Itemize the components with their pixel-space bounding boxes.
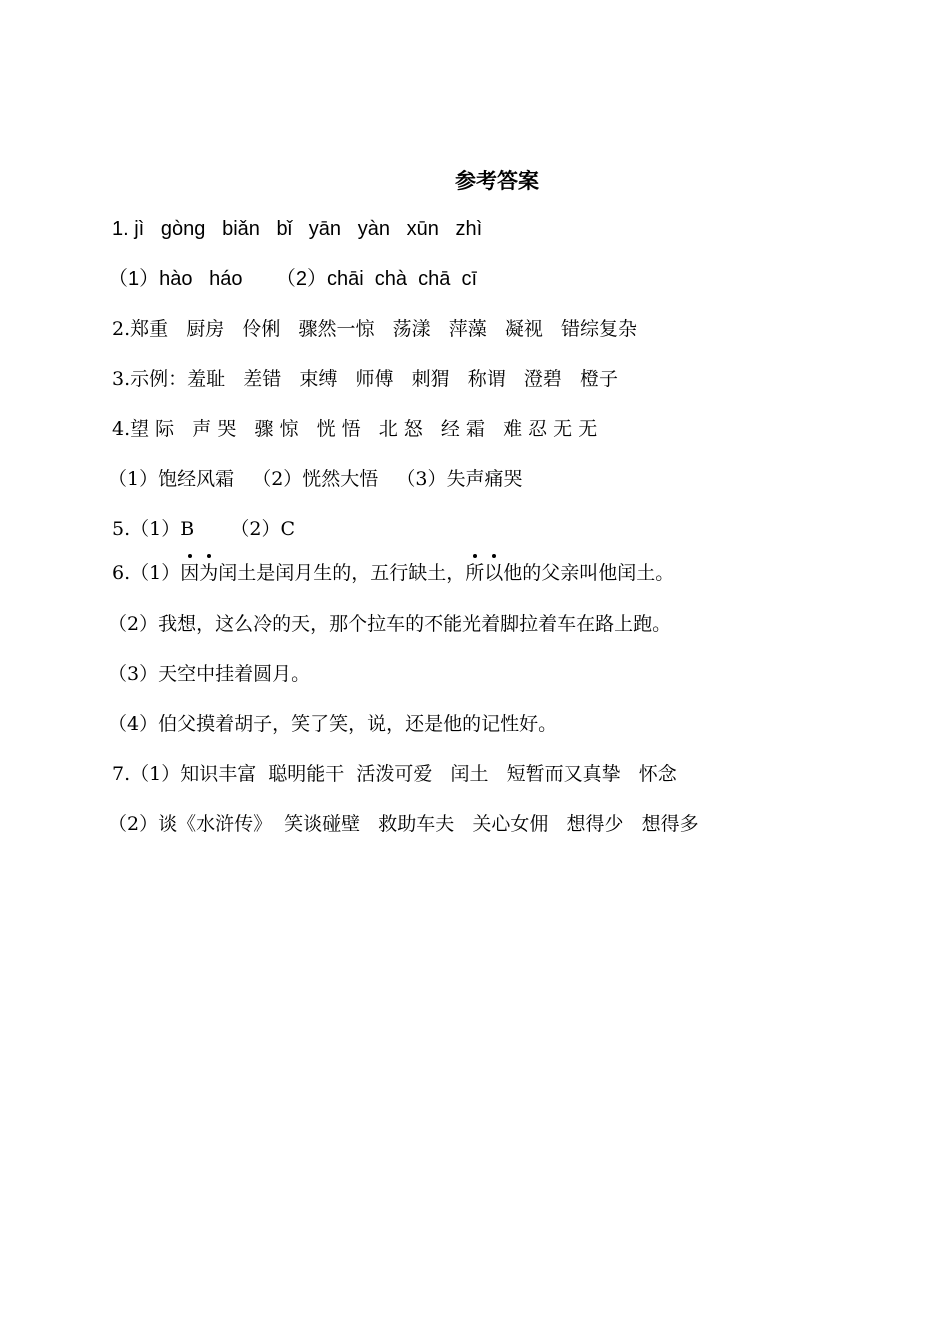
- answer-line-3: 3.示例：羞耻 差错 束缚 师傅 刺猬 称谓 澄碧 橙子: [112, 368, 618, 390]
- answer-line-1: 1. jì gòng biǎn bǐ yān yàn xūn zhì: [112, 218, 483, 240]
- answer-line-4: 4.望 际 声 哭 骤 惊 恍 悟 北 怒 经 霜 难 忍 无 无: [112, 418, 598, 440]
- line-6-1-prefix: 6.（1）: [112, 562, 181, 584]
- answer-line-6-3: （3）天空中挂着圆月。: [108, 663, 311, 685]
- line-6-1-end: 他的父亲叫他闰土。: [503, 562, 675, 584]
- answer-line-6-1: [112, 558, 674, 588]
- line-6-1-middle: 闰土是闰月生的，五行缺土，: [218, 562, 466, 584]
- answer-line-4-sub: （1）饱经风霜 （2）恍然大悟 （3）失声痛哭: [108, 468, 523, 490]
- answer-line-7-1: 7.（1）知识丰富 聪明能干 活泼可爱 闰土 短暂而又真挚 怀念: [112, 763, 677, 785]
- answer-line-6-4: （4）伯父摸着胡子，笑了笑，说，还是他的记性好。: [108, 713, 558, 735]
- emphasis-char: 以: [484, 558, 503, 588]
- answer-line-1-sub: （1）hào háo （2）chāi chà chā cī: [108, 268, 478, 290]
- page-title: 参考答案: [455, 169, 539, 193]
- answer-line-7-2: （2）谈《水浒传》 笑谈碰壁 救助车夫 关心女佣 想得少 想得多: [108, 813, 699, 835]
- emphasis-char: 为: [199, 558, 218, 588]
- emphasis-char: 所: [465, 558, 484, 588]
- answer-line-5: 5.（1）B （2）C: [112, 518, 296, 540]
- emphasis-char: 因: [180, 558, 199, 588]
- answer-line-2: 2.郑重 厨房 伶俐 骤然一惊 荡漾 萍藻 凝视 错综复杂: [112, 318, 637, 340]
- answer-line-6-2: （2）我想，这么冷的天，那个拉车的不能光着脚拉着车在路上跑。: [108, 613, 672, 635]
